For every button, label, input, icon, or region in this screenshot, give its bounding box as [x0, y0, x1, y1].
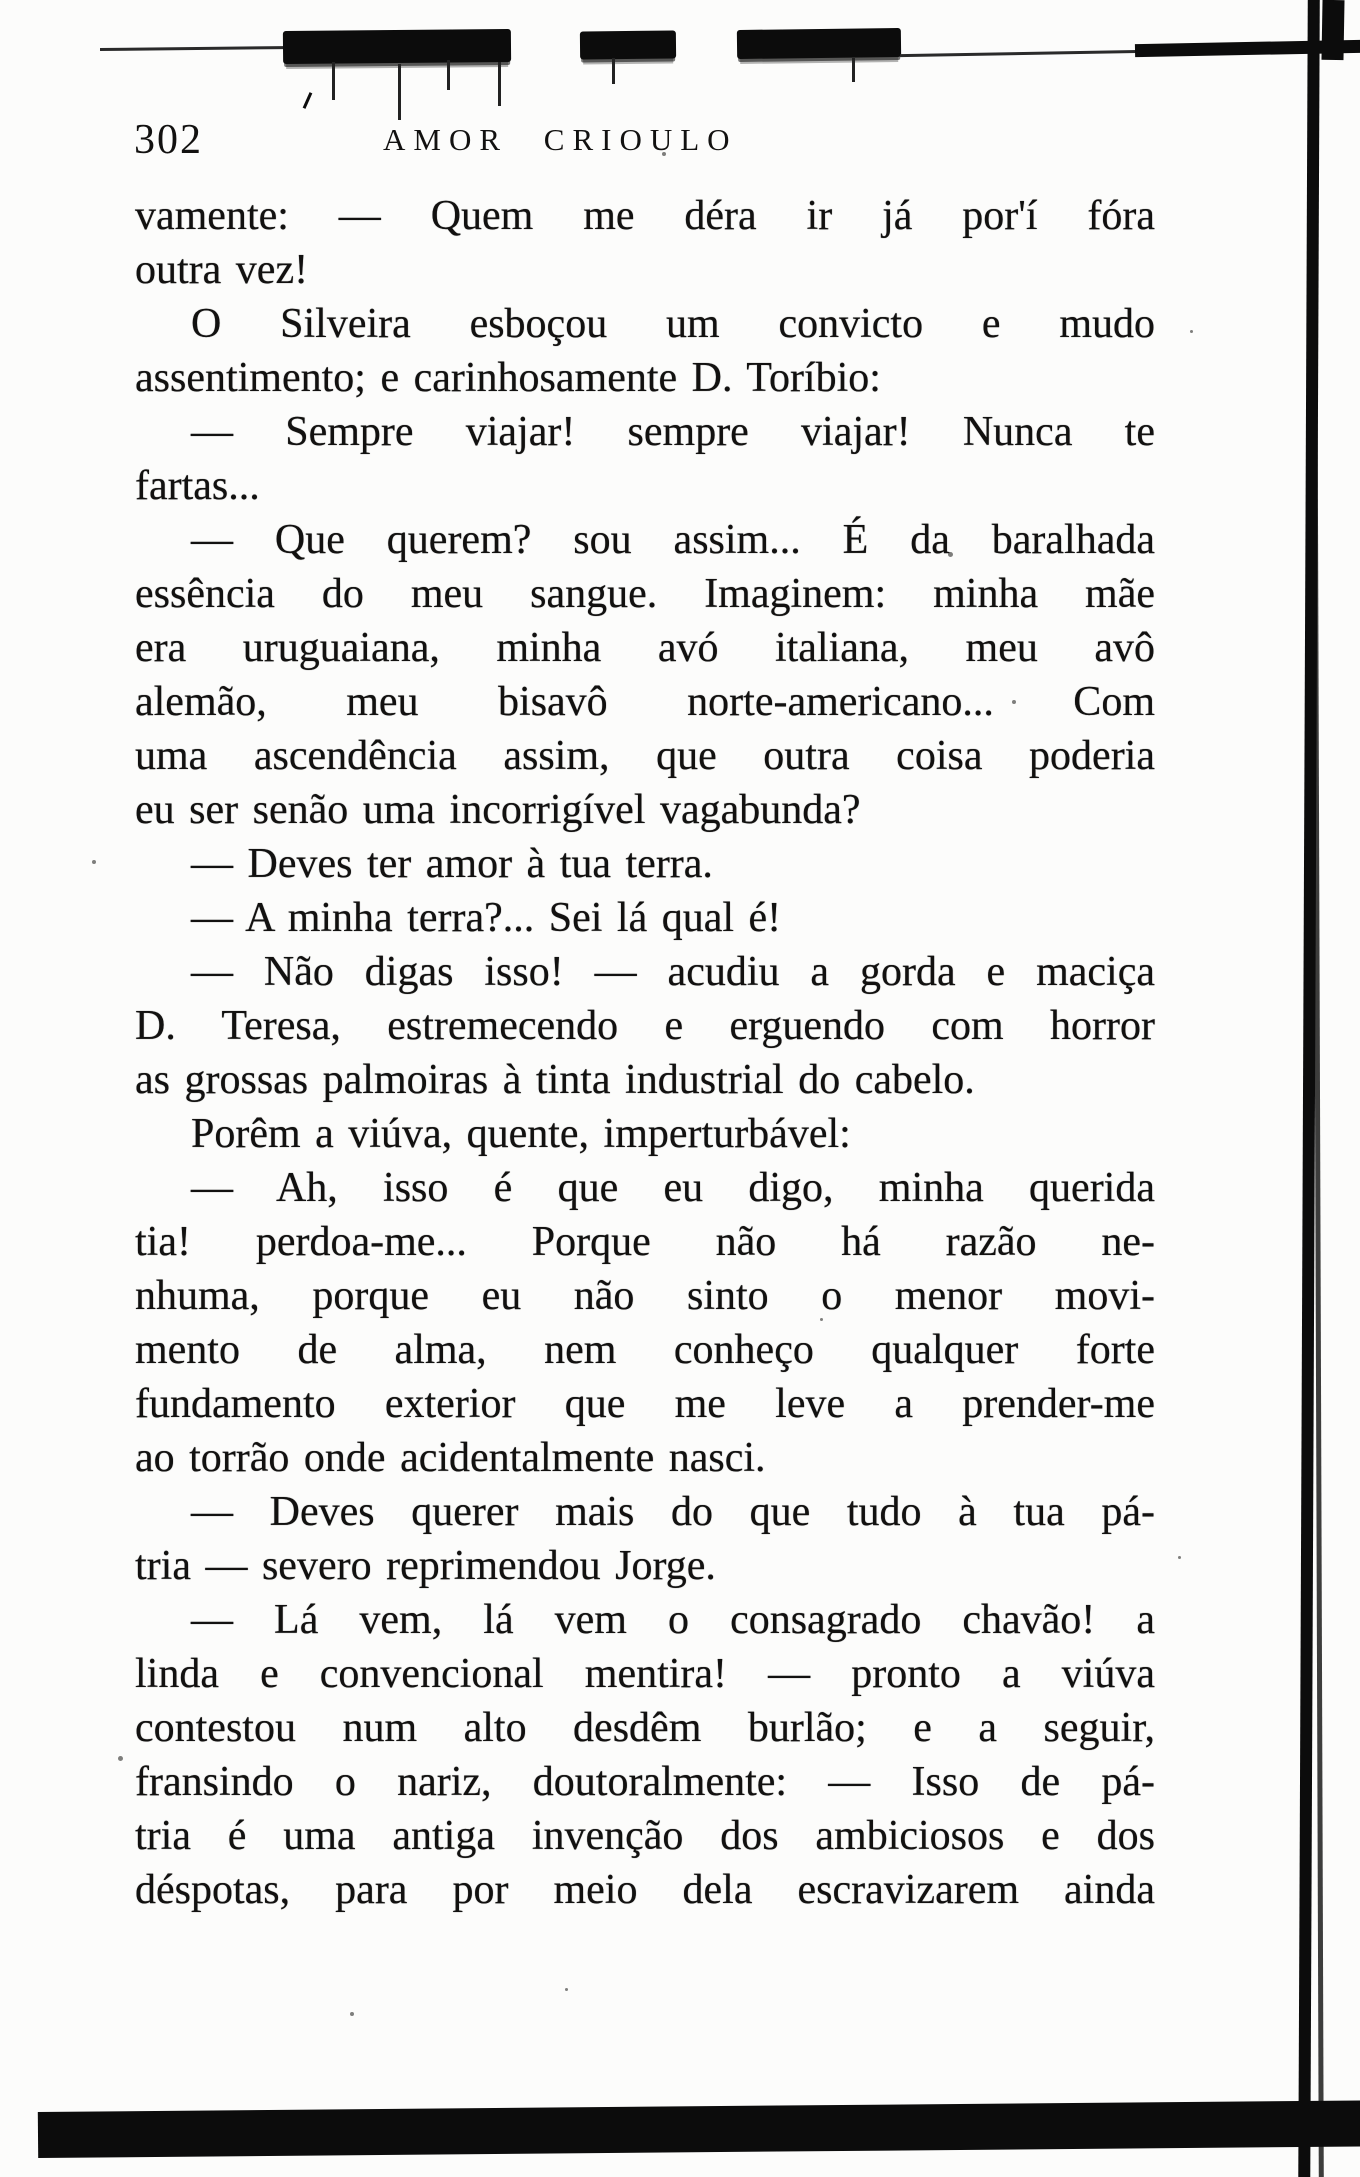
- scan-bar-bottom: [38, 2100, 1360, 2158]
- text-line: as grossas palmoiras à tinta industrial do cabelo.: [135, 1057, 975, 1103]
- text-line: nhuma, porque eu não sinto o menor movi-: [135, 1273, 1155, 1319]
- text-line: uma ascendência assim, que outra coisa poderia: [135, 733, 1155, 779]
- ink-drip: [498, 62, 501, 106]
- ink-smudge-3: [737, 28, 901, 59]
- text-line: linda e convencional mentira! — pronto a viúva: [135, 1651, 1155, 1697]
- running-title: AMOR CRIOULO: [383, 122, 738, 157]
- text-line: tria é uma antiga invenção dos ambiciosos e dos: [135, 1813, 1155, 1859]
- text-line: Porêm a viúva, quente, imperturbável:: [191, 1111, 851, 1157]
- ink-drip: [398, 64, 401, 120]
- speck: [1190, 330, 1193, 333]
- text-line: eu ser senão uma incorrigível vagabunda?: [135, 787, 861, 833]
- text-line: — A minha terra?... Sei lá qual é!: [191, 895, 782, 941]
- text-line: contestou num alto desdêm burlão; e a seguir,: [135, 1705, 1155, 1751]
- text-line: fundamento exterior que me leve a prender-me: [135, 1381, 1155, 1427]
- text-line: essência do meu sangue. Imaginem: minha mãe: [135, 571, 1155, 617]
- text-line: déspotas, para por meio dela escravizarem ainda: [135, 1867, 1155, 1913]
- text-line: ao torrão onde acidentalmente nasci.: [135, 1435, 766, 1481]
- speck: [118, 1756, 123, 1761]
- speck: [1178, 1556, 1181, 1559]
- ink-drip: [852, 58, 855, 82]
- speck: [92, 860, 96, 864]
- ink-drip: [332, 62, 335, 100]
- page-header: [0, 116, 1360, 166]
- ink-drip: [447, 60, 450, 90]
- body-text-column: [135, 189, 1155, 1917]
- text-line: O Silveira esboçou um convicto e mudo: [191, 301, 1155, 347]
- speck: [350, 2012, 354, 2016]
- spine-top-streak: [1321, 0, 1344, 60]
- ink-smudge-2: [580, 30, 676, 59]
- ink-drip: [612, 58, 615, 84]
- text-line: — Lá vem, lá vem o consagrado chavão! a: [191, 1597, 1155, 1643]
- text-line: tria — severo reprimendou Jorge.: [135, 1543, 716, 1589]
- text-line: tia! perdoa-me... Porque não há razão ne-: [135, 1219, 1155, 1265]
- scan-hairline-left: [100, 46, 295, 51]
- text-line: D. Teresa, estremecendo e erguendo com horror: [135, 1003, 1155, 1049]
- page-number: 302: [134, 117, 203, 163]
- text-line: mento de alma, nem conheço qualquer forte: [135, 1327, 1155, 1373]
- text-line: — Que querem? sou assim... É da baralhada: [191, 517, 1155, 563]
- text-line: era uruguaiana, minha avó italiana, meu avô: [135, 625, 1155, 671]
- ink-stroke: [303, 92, 313, 109]
- text-line: fartas...: [135, 463, 260, 509]
- text-line: assentimento; e carinhosamente D. Toríbio:: [135, 355, 881, 401]
- text-line: — Não digas isso! — acudiu a gorda e maciça: [191, 949, 1155, 995]
- text-line: fransindo o nariz, doutoralmente: — Isso de pá-: [135, 1759, 1155, 1805]
- scan-hairline-right: [900, 50, 1150, 57]
- text-line: — Sempre viajar! sempre viajar! Nunca te: [191, 409, 1155, 455]
- text-line: alemão, meu bisavô norte-americano... Com: [135, 679, 1155, 725]
- text-line: vamente: — Quem me déra ir já por'í fóra: [135, 193, 1155, 239]
- speck: [565, 1988, 568, 1991]
- text-line: — Deves querer mais do que tudo à tua pá-: [191, 1489, 1155, 1535]
- ink-smudge-1: [283, 29, 511, 64]
- text-line: — Deves ter amor à tua terra.: [191, 841, 713, 887]
- text-line: — Ah, isso é que eu digo, minha querida: [191, 1165, 1155, 1211]
- text-line: outra vez!: [135, 247, 309, 293]
